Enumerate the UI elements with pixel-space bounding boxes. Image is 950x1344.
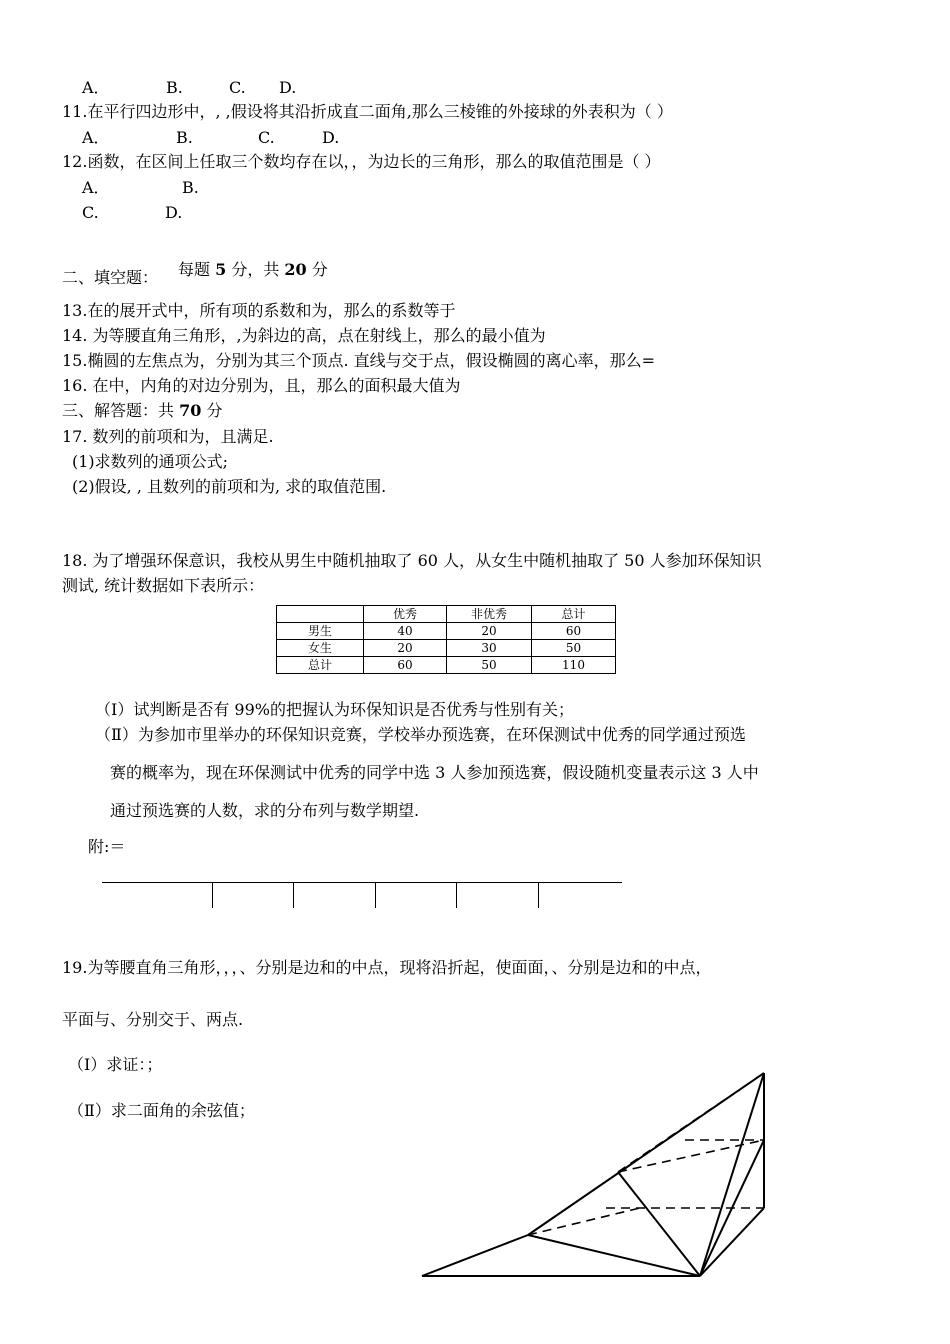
- table-cell: 男生: [277, 623, 364, 640]
- q18-part2-line1: （Ⅱ）为参加市里举办的环保知识竞赛，学校举办预选赛，在环保测试中优秀的同学通过预选: [95, 725, 746, 744]
- q11-option-c: C.: [258, 128, 275, 147]
- q18-appendix: 附:＝: [88, 837, 126, 856]
- table-cell: 20: [364, 640, 447, 657]
- section3-title: 三、解答题：共 70 分: [62, 401, 223, 420]
- q19-part1: （Ⅰ）求证：；: [68, 1055, 163, 1074]
- table-cell: 50: [532, 640, 616, 657]
- q13-text: 13.在的展开式中，所有项的系数和为，那么的系数等于: [62, 301, 456, 320]
- q19-text-line2: 平面与、分别交于、两点.: [62, 1010, 244, 1029]
- q18-text-line2: 测试, 统计数据如下表所示：: [62, 576, 265, 595]
- table-cell: 50: [447, 657, 532, 674]
- q18-part1: （Ⅰ）试判断是否有 99%的把握认为环保知识是否优秀与性别有关；: [95, 700, 574, 719]
- section2-title: 二、填空题：: [62, 268, 159, 287]
- table-cell: 60: [364, 657, 447, 674]
- table-cell: 30: [447, 640, 532, 657]
- figure-edge: [422, 1235, 528, 1276]
- section2-note: 每题 5 分，共 20 分: [178, 260, 328, 279]
- q14-text: 14. 为等腰直角三角形，,为斜边的高，点在射线上，那么的最小值为: [62, 326, 546, 345]
- figure-hidden-edge: [528, 1208, 640, 1235]
- q18-part2-line2: 赛的概率为，现在环保测试中优秀的同学中选 3 人参加预选赛，假设随机变量表示这 3 人中: [110, 763, 759, 782]
- q12-option-c: C.: [82, 203, 99, 222]
- q12-option-b: B.: [182, 178, 199, 197]
- q15-text: 15.椭圆的左焦点为，分别为其三个顶点. 直线与交于点，假设椭圆的离心率，那么=: [62, 351, 656, 370]
- q11-option-d: D.: [322, 128, 340, 147]
- q10-option-b: B.: [166, 78, 183, 97]
- figure-solid-edges: [422, 1073, 764, 1276]
- q11-option-b: B.: [176, 128, 193, 147]
- table-cell: 总计: [277, 657, 364, 674]
- q10-option-d: D.: [279, 78, 297, 97]
- q12-option-a: A．: [82, 178, 110, 197]
- q19-part2: （Ⅱ）求二面角的余弦值；: [68, 1101, 255, 1120]
- table-cell: 总计: [532, 606, 616, 623]
- figure-edge: [528, 1073, 764, 1235]
- q19-text-line1: 19.为等腰直角三角形，，，、分别是边和的中点，现将沿折起，使面面，、分别是边和的中点，: [62, 958, 712, 977]
- q17-part2: (2)假设, , 且数列的前项和为, 求的取值范围.: [72, 477, 387, 496]
- q11-option-a: A．: [82, 128, 110, 147]
- q10-option-a: A．: [82, 78, 110, 97]
- q18-text-line1: 18. 为了增强环保意识，我校从男生中随机抽取了 60 人，从女生中随机抽取了 50 人参加环保知识: [62, 551, 762, 570]
- table-cell: 110: [532, 657, 616, 674]
- table-cell: 20: [447, 623, 532, 640]
- q17-part1: (1)求数列的通项公式;: [72, 452, 229, 471]
- q11-text: 11.在平行四边形中，, ,假设将其沿折成直二面角,那么三棱锥的外接球的外表积为（ ）: [62, 102, 673, 121]
- q12-text: 12.函数，在区间上任取三个数均存在以，，为边长的三角形，那么的取值范围是（ ）: [62, 152, 661, 171]
- q12-option-d: D.: [165, 203, 183, 222]
- q17-text: 17. 数列的前项和为，且满足.: [62, 427, 274, 446]
- table-cell: 优秀: [364, 606, 447, 623]
- figure-edge: [700, 1073, 764, 1276]
- figure-edge: [700, 1208, 764, 1276]
- q10-option-c: C.: [229, 78, 246, 97]
- table-cell: 女生: [277, 640, 364, 657]
- q16-text: 16. 在中，内角的对边分别为，且，那么的面积最大值为: [62, 376, 461, 395]
- table-cell: 40: [364, 623, 447, 640]
- figure-edge: [528, 1235, 700, 1276]
- q18-part2-line3: 通过预选赛的人数，求的分布列与数学期望.: [110, 801, 420, 820]
- table-cell: 非优秀: [447, 606, 532, 623]
- figure-hidden-edge: [618, 1140, 764, 1172]
- table-cell: 60: [532, 623, 616, 640]
